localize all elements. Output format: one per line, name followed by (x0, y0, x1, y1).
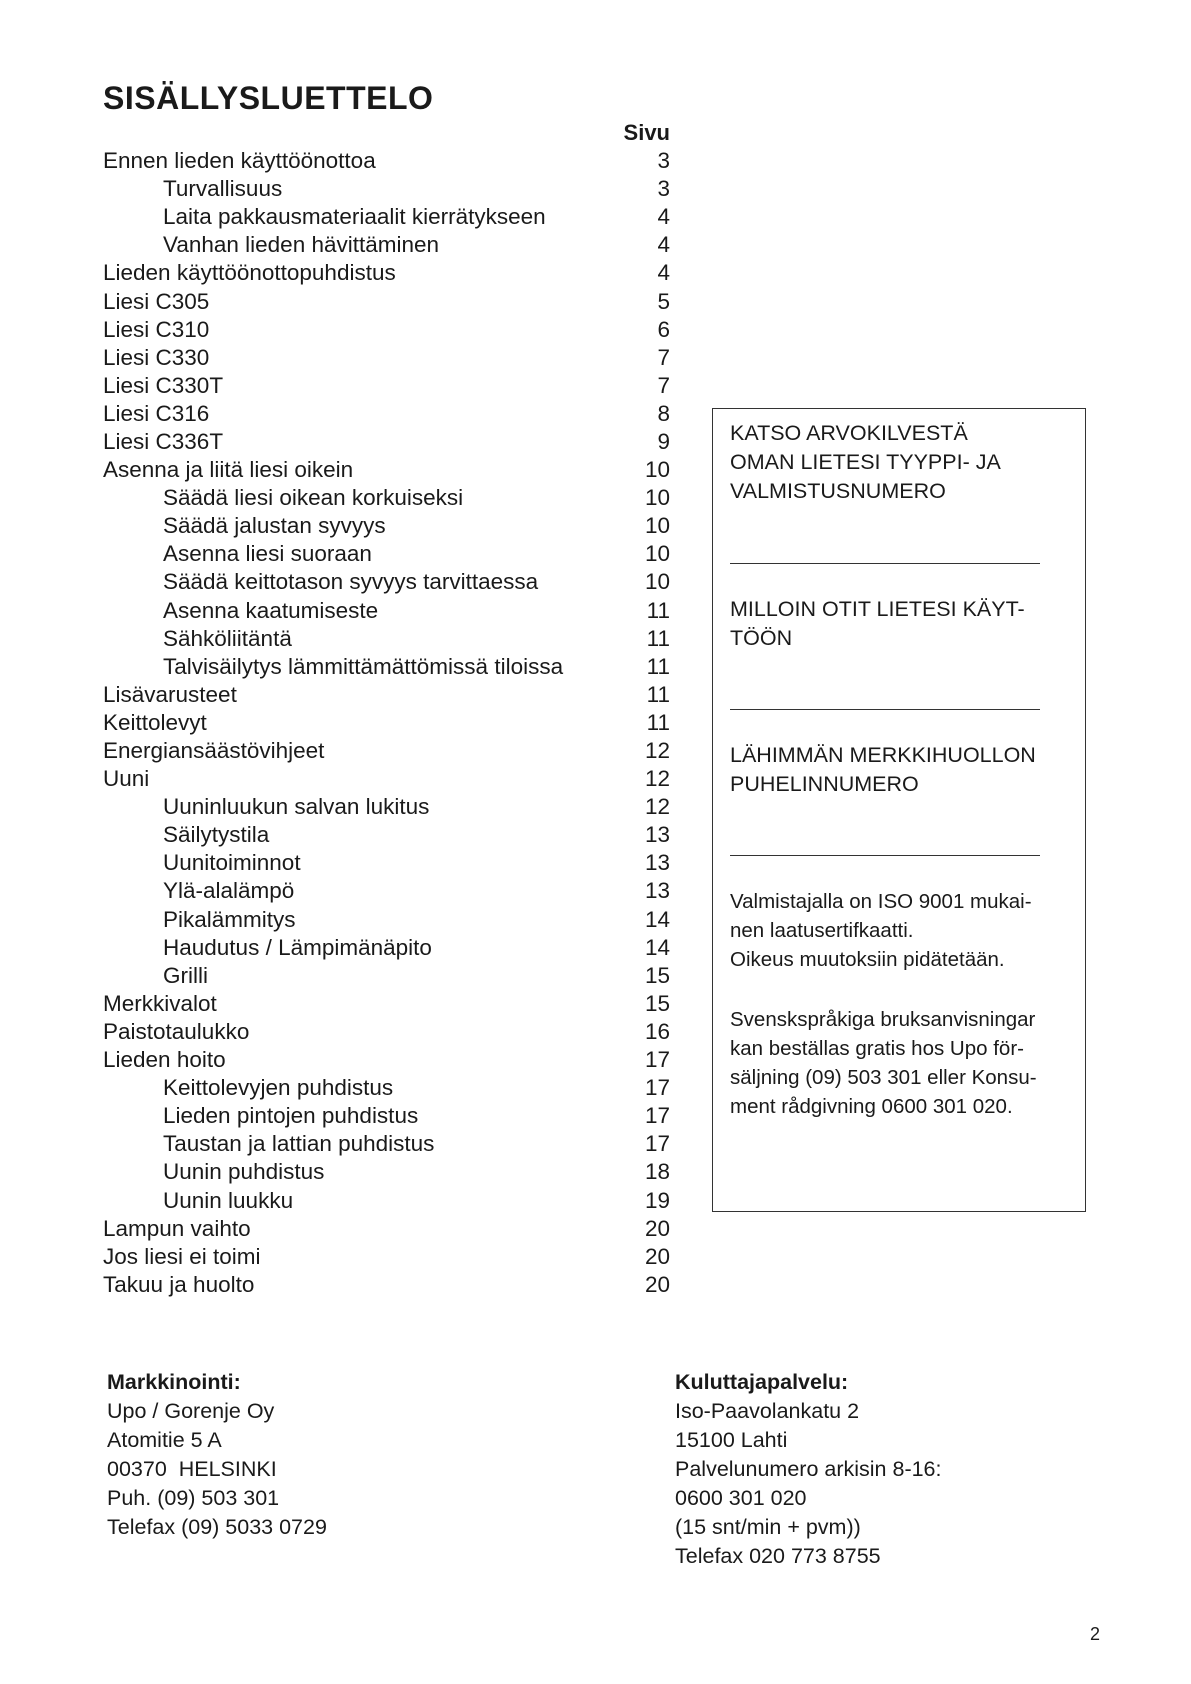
toc-page-number: 17 (644, 1075, 670, 1101)
toc-label: Keittolevyt (103, 709, 207, 735)
swedish-note: Svenskspråkiga bruksanvisningar kan beställas gratis hos Upo för- säljning (09) 503 301 eller Konsu- ment rådgivning 0600 301 020. (730, 1008, 1037, 1118)
toc-page-number: 11 (646, 625, 670, 651)
toc-label: Liesi C336T (103, 428, 224, 454)
page-title: SISÄLLYSLUETTELO (103, 80, 434, 116)
toc-page-number: 18 (644, 1159, 670, 1185)
toc-label: Lampun vaihto (103, 1215, 251, 1241)
toc-subentry (103, 1102, 670, 1130)
toc-label: Uuninluukun salvan lukitus (163, 794, 430, 820)
toc-label: Uunitoiminnot (163, 850, 301, 876)
toc-page-number: 20 (644, 1243, 670, 1269)
toc-page-number: 12 (644, 794, 670, 820)
iso-note: Valmistajalla on ISO 9001 mukai- nen laatusertifkaatti. Oikeus muutoksiin pidätetään. (730, 890, 1032, 971)
toc-entry (103, 1046, 670, 1074)
toc-page-number: 11 (646, 597, 670, 623)
toc-entry (103, 372, 670, 400)
toc-entry (103, 1215, 670, 1243)
toc-entry (103, 765, 670, 793)
toc-subentry (103, 1158, 670, 1186)
toc-page-number: 16 (644, 1018, 670, 1044)
rating-plate-write-line (730, 563, 1040, 564)
toc-page-number: 11 (646, 681, 670, 707)
toc-page-number: 11 (646, 653, 670, 679)
toc-label: Grilli (163, 962, 208, 988)
toc-page-number: 20 (644, 1215, 670, 1241)
page-column-header: Sivu (623, 120, 670, 145)
marketing-heading: Markkinointi: (107, 1370, 241, 1394)
toc-label: Lisävarusteet (103, 681, 237, 707)
toc-label: Ylä-alalämpö (163, 878, 295, 904)
toc-page-number: 14 (644, 906, 670, 932)
toc-subentry (103, 203, 670, 231)
toc-entry (103, 681, 670, 709)
toc-subentry (103, 653, 670, 681)
toc-subentry (103, 512, 670, 540)
toc-entry (103, 737, 670, 765)
toc-page-number: 7 (657, 372, 670, 398)
toc-entry (103, 428, 670, 456)
toc-entry (103, 344, 670, 372)
toc-label: Lieden hoito (103, 1047, 226, 1073)
toc-subentry (103, 625, 670, 653)
toc-page-number: 15 (644, 962, 670, 988)
toc-label: Säädä jalustan syvyys (163, 513, 386, 539)
toc-entry (103, 316, 670, 344)
toc-page-number: 13 (644, 878, 670, 904)
toc-subentry (103, 1186, 670, 1214)
toc-entry (103, 709, 670, 737)
toc-page-number: 7 (657, 344, 670, 370)
toc-label: Uuni (103, 766, 150, 792)
toc-page-number: 14 (644, 934, 670, 960)
toc-label: Turvallisuus (163, 176, 283, 202)
toc-page-number: 17 (644, 1131, 670, 1157)
toc-subentry (103, 849, 670, 877)
toc-label: Liesi C316 (103, 400, 210, 426)
toc-label: Haudutus / Lämpimänäpito (163, 934, 432, 960)
toc-label: Sähköliitäntä (163, 625, 292, 651)
toc-page-number: 4 (657, 204, 670, 230)
toc-page-number: 3 (657, 148, 670, 174)
toc-page-number: 13 (644, 822, 670, 848)
toc-label: Liesi C330 (103, 344, 210, 370)
service-phone-write-line (730, 855, 1040, 856)
toc-label: Merkkivalot (103, 990, 217, 1016)
toc-entry (103, 1018, 670, 1046)
toc-entry (103, 1271, 670, 1299)
toc-page-number: 9 (657, 428, 670, 454)
toc-page-number: 17 (644, 1047, 670, 1073)
consumer-service-contact: Kuluttajapalvelu: Iso-Paavolankatu 2 15100 Lahti Palvelunumero arkisin 8-16: 0600 301 020 (15 snt/min + pvm)) Telefax 020 773 8755 (675, 1370, 942, 1568)
toc-label: Liesi C310 (103, 316, 210, 342)
rating-plate-text: KATSO ARVOKILVESTÄ OMAN LIETESI TYYPPI- JA VALMISTUSNUMERO (730, 421, 1001, 503)
toc-label: Energiansäästövihjeet (103, 738, 325, 764)
toc-label: Uunin puhdistus (163, 1159, 325, 1185)
toc-label: Ennen lieden käyttöönottoa (103, 148, 376, 174)
table-of-contents (103, 147, 670, 1299)
toc-label: Vanhan lieden hävittäminen (163, 232, 440, 258)
toc-label: Pikalämmitys (163, 906, 296, 932)
toc-entry (103, 287, 670, 315)
toc-label: Keittolevyjen puhdistus (163, 1075, 394, 1101)
toc-page-number: 12 (644, 738, 670, 764)
toc-label: Asenna ja liitä liesi oikein (103, 457, 354, 483)
toc-entry (103, 147, 670, 175)
first-use-text: MILLOIN OTIT LIETESI KÄYT- TÖÖN (730, 597, 1025, 650)
toc-page-number: 17 (644, 1103, 670, 1129)
toc-subentry (103, 1074, 670, 1102)
page-number: 2 (1090, 1624, 1101, 1644)
toc-subentry (103, 484, 670, 512)
toc-entry (103, 456, 670, 484)
toc-page-number: 10 (644, 541, 670, 567)
toc-label: Paistotaulukko (103, 1018, 250, 1044)
toc-subentry (103, 934, 670, 962)
toc-label: Asenna liesi suoraan (163, 541, 372, 567)
toc-subentry (103, 793, 670, 821)
toc-subentry (103, 568, 670, 596)
toc-entry (103, 990, 670, 1018)
toc-label: Säädä liesi oikean korkuiseksi (163, 485, 464, 511)
toc-page-number: 4 (657, 232, 670, 258)
toc-subentry (103, 821, 670, 849)
toc-page-number: 4 (657, 260, 670, 286)
toc-subentry (103, 877, 670, 905)
toc-subentry (103, 597, 670, 625)
toc-label: Liesi C330T (103, 372, 224, 398)
toc-entry (103, 400, 670, 428)
toc-subentry (103, 962, 670, 990)
toc-page-number: 10 (644, 457, 670, 483)
toc-subentry (103, 1130, 670, 1158)
toc-label: Jos liesi ei toimi (103, 1243, 261, 1269)
toc-page-number: 13 (644, 850, 670, 876)
toc-label: Laita pakkausmateriaalit kierrätykseen (163, 204, 546, 230)
toc-label: Lieden pintojen puhdistus (163, 1103, 419, 1129)
toc-page-number: 5 (657, 288, 670, 314)
toc-entry (103, 1243, 670, 1271)
toc-page-number: 11 (646, 709, 670, 735)
toc-label: Taustan ja lattian puhdistus (163, 1131, 435, 1157)
toc-page-number: 6 (657, 316, 670, 342)
toc-label: Säilytystila (163, 822, 270, 848)
toc-label: Lieden käyttöönottopuhdistus (103, 260, 396, 286)
consumer-service-heading: Kuluttajapalvelu: (675, 1370, 849, 1394)
toc-label: Talvisäilytys lämmittämättömissä tiloissa (163, 653, 564, 679)
toc-entry (103, 259, 670, 287)
toc-page-number: 19 (644, 1187, 670, 1213)
toc-page-number: 10 (644, 485, 670, 511)
toc-subentry (103, 906, 670, 934)
service-phone-text: LÄHIMMÄN MERKKIHUOLLON PUHELINNUMERO (730, 743, 1036, 796)
toc-label: Takuu ja huolto (103, 1271, 255, 1297)
toc-label: Liesi C305 (103, 288, 210, 314)
toc-page-number: 10 (644, 569, 670, 595)
marketing-contact: Markkinointi: Upo / Gorenje Oy Atomitie 5 A 00370 HELSINKI Puh. (09) 503 301 Telefax (09) 5033 0729 (107, 1370, 327, 1539)
toc-page-number: 15 (644, 990, 670, 1016)
info-box (712, 408, 1086, 1212)
toc-page-number: 20 (644, 1271, 670, 1297)
toc-label: Säädä keittotason syvyys tarvittaessa (163, 569, 539, 595)
toc-page-number: 3 (657, 176, 670, 202)
toc-subentry (103, 175, 670, 203)
toc-subentry (103, 540, 670, 568)
first-use-write-line (730, 709, 1040, 710)
toc-page-number: 10 (644, 513, 670, 539)
toc-label: Uunin luukku (163, 1187, 294, 1213)
toc-subentry (103, 231, 670, 259)
toc-page-number: 8 (657, 400, 670, 426)
toc-page-number: 12 (644, 766, 670, 792)
toc-label: Asenna kaatumiseste (163, 597, 379, 623)
